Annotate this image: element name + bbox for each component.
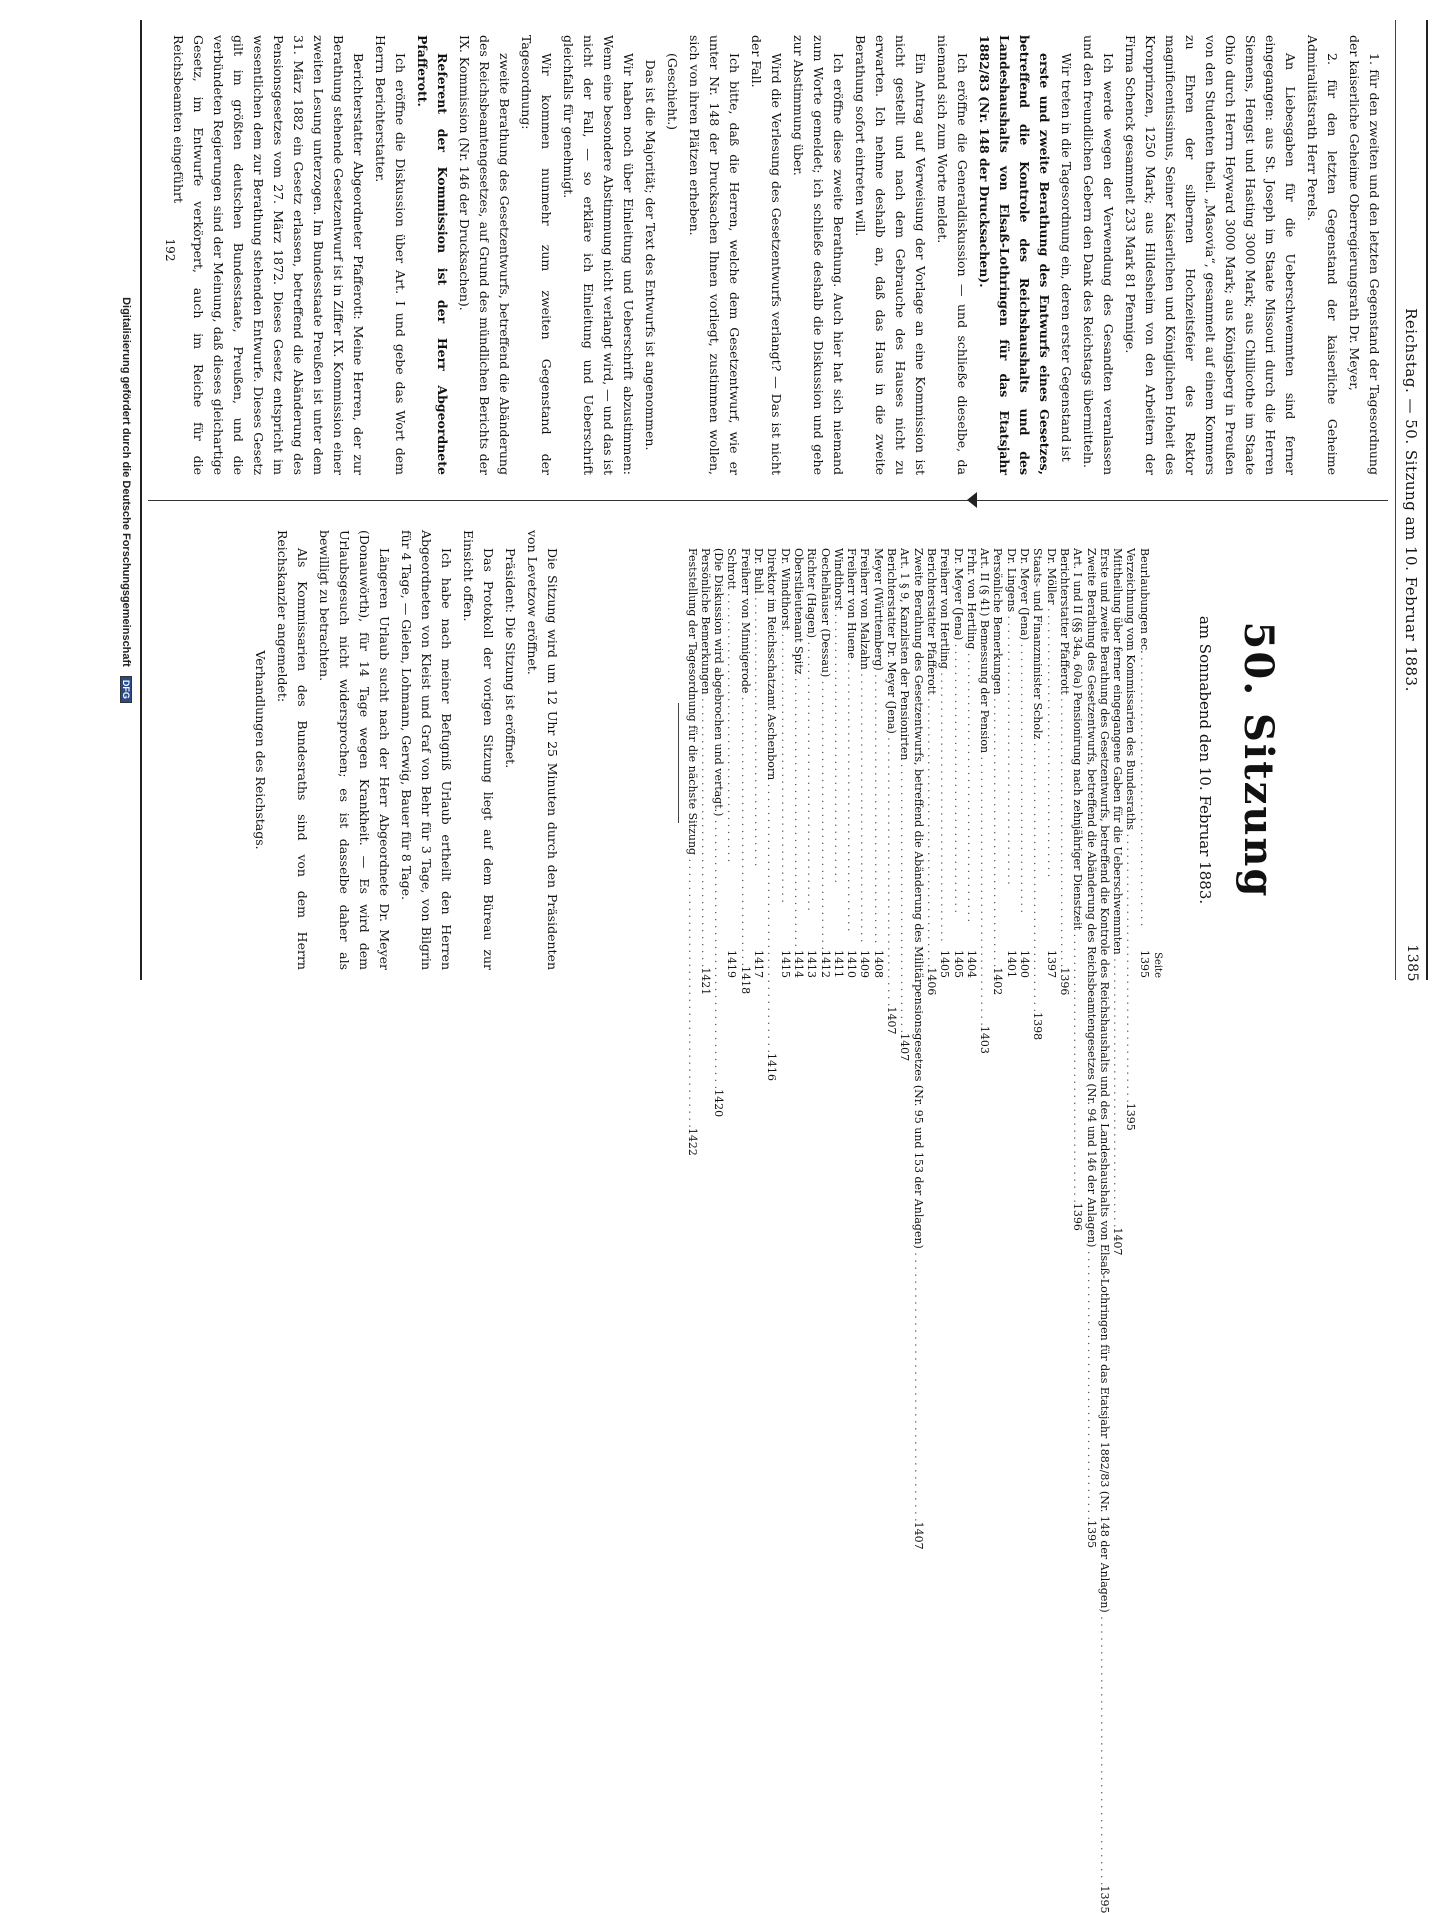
toc-entry (778, 548, 791, 978)
toc-entry-page: 1421 (698, 967, 712, 996)
body-paragraph: 2. für den letzten Gegenstand der kaiserliche Geheime Admiralitätsrath Herr Perels. (1305, 35, 1340, 475)
toc-entry (685, 548, 699, 1156)
toc-entry-text: Oechelhäuser (Dessau) . . . (818, 548, 831, 950)
body-paragraph: (Geschieht.) (665, 53, 680, 131)
toc-entry (871, 548, 884, 978)
body-paragraph: Referent der Kommission ist der Herr Abgeordnete Pfafferott. (415, 35, 450, 475)
toc-entry-page: 1397 (1044, 950, 1058, 978)
digitization-credit (112, 0, 132, 1000)
body-paragraph: erste und zweite Berathung des Entwurfs eines Gesetzes, betreffend die Kontrole des Reichshaushalts und des Landeshaushalts von Elsaß-Lothringen für das Etatsjahr 1882/83 (Nr. 148 der Drucksachen). (977, 35, 1052, 475)
toc-entry (898, 548, 912, 1062)
toc-entry (832, 548, 845, 978)
body-paragraph: Das ist die Majorität; der Text des Entwurfs ist angenommen. (643, 59, 658, 451)
toc-entry-page: 1407 (885, 1006, 899, 1035)
toc-entry-page: 1412 (818, 950, 832, 979)
toc-entry (1071, 548, 1085, 1231)
toc-entry (698, 548, 712, 996)
toc-entry-text: Beurlaubungen ec. . . . (1137, 548, 1150, 926)
toc-entry-text: Freiherr von Huene . . . (845, 548, 858, 931)
toc-entry-text: Art. I und II (§§ 34a, 60a) Pensionirung nach zehnjähriger Dienstzeit . . . (1071, 548, 1084, 1203)
toc-entry (911, 548, 925, 1550)
toc-entry-page: 1409 (858, 950, 872, 978)
toc-entry-page: 1404 (964, 950, 978, 978)
toc-entry-text: Feststellung der Tagesordnung für die nächste Sitzung . . . (685, 548, 698, 1128)
toc-entry (938, 548, 951, 978)
toc-entry (792, 548, 805, 978)
opening-text (248, 530, 562, 970)
toc-entry-text: Zweite Berathung des Gesetzentwurfs, betreffend die Abänderung des Reichsbeamtengesetzes (Nr. 94 und 146 der Anlagen) . . . (1084, 548, 1097, 1520)
session-title: 50. Sitzung (1235, 621, 1282, 899)
toc-entry-page: 1422 (685, 1127, 699, 1156)
body-paragraph: Ich eröffne die Generaldiskussion — und schließe dieselbe, da niemand sich zum Worte meldet. (935, 35, 970, 475)
president-para: Präsident: Die Sitzung ist eröffnet. (503, 548, 518, 769)
body-paragraph: Wir treten in die Tagesordnung ein, deren erster Gegenstand ist (1059, 53, 1074, 462)
toc-entry-text: Windthorst . . . (832, 548, 845, 918)
body-paragraph: Ich bitte, daß die Herren, welche dem Gesetzentwurf, wie er unter Nr. 148 der Drucksachen Ihnen vorliegt, zustimmen wollen, sich von ihren Plätzen erheben. (687, 35, 742, 475)
body-paragraph: Ich eröffne die Diskussion über Art. I und gebe das Wort dem Herrn Berichterstatter. (373, 35, 408, 475)
page-number: 1385 (1404, 944, 1420, 982)
toc-entry-page: 1400 (1018, 950, 1032, 978)
session-date: am Sonnabend den 10. Februar 1883. (1196, 615, 1214, 905)
running-head (1402, 0, 1420, 1000)
toc-entry (978, 548, 992, 1054)
signature-line: Verhandlungen des Reichstags. (253, 650, 268, 850)
toc-entry-page: 1413 (805, 950, 819, 978)
toc-entry (1044, 548, 1057, 978)
toc-entry (924, 548, 938, 996)
toc-entry-page: 1407 (898, 1033, 912, 1062)
toc-rule (678, 703, 679, 823)
toc-entry-text: Berichterstatter Pfafferott . . . (925, 548, 938, 967)
toc-entry-text: Dr. Lingens . . . (1004, 548, 1017, 918)
toc-entry-text: Erste und zweite Berathung des Gesetzentwurfs, betreffend die Kontrole des Reichshaushalts und des Landeshaushalts von Elsaß-Lothringen für das Etatsjahr 1882/83 (Nr. 148 der Anlagen) . . . (1098, 548, 1111, 1885)
toc-entry (712, 548, 726, 1118)
toc-entry-text: Dr. Windthorst . . . (778, 548, 791, 918)
commissioners-para: Als Kommissarien des Bundesraths sind von dem Herrn Reichskanzler angemeldet: (275, 530, 310, 970)
toc-entry-page: 1405 (938, 950, 952, 978)
toc-entry-page: 1395 (1084, 1520, 1098, 1549)
leave-para: Ich habe nach meiner Befugniß Urlaub ertheilt den Herren Abgeordneten von Kleist und Graf von Behr für 3 Tage, von Bilgrin für 4 Tage, — Gielen, Lohmann, Gerwig, Bauer für 8 Tage. (399, 530, 454, 970)
toc-entry-page: 1410 (845, 950, 859, 978)
toc-entry-text: Freiherr von Minnigerode . . . (739, 548, 752, 966)
toc-entry-text: Oberstlieutenant Spitz . . . (792, 548, 805, 947)
toc-entry-page: 1401 (1004, 950, 1018, 978)
body-paragraph: Berichterstatter Abgeordneter Pfafferott: Meine Herren, der zur Berathung stehende Gesetzentwurf ist in Ziffer IX. Kommission einer zweiten Lesung unterzogen. Im Bundesstaate Preußen ist unter dem 31. März 1882 ein Gesetz erlassen, betreffend die Abänderung des Pensionsgesetzes vom 27. März 1872. Dieses Gesetz entspricht im wesentlichen dem zur Berathung stehenden Entwurfe. Dieses Gesetz gilt im größten deutschen Bundesstaate, Preußen, und die verbündeten Regierungen sind der Meinung, daß dieses gleichartige Gesetz, im Entwurfe verkörpert, auch im Reiche für die Reichsbeamten eingeführt (171, 35, 366, 475)
toc-entry-text: Berichterstatter Dr. Meyer (Jena) . . . (885, 548, 898, 1007)
toc-entry (965, 548, 978, 978)
toc-entry (1018, 548, 1031, 978)
toc-entry-page: 1416 (765, 1052, 779, 1081)
page-signature: 192 (163, 238, 177, 262)
toc-entry (738, 548, 752, 995)
toc-entry-page: 1415 (778, 950, 792, 978)
protocol-para: Das Protokoll der vorigen Sitzung liegt auf dem Büreau zur Einsicht offen. (461, 530, 496, 970)
running-title: Reichstag. — 50. Sitzung am 10. Februar 1883. (1402, 308, 1420, 692)
table-of-contents (672, 548, 1164, 1913)
body-paragraph: Wir haben noch über Einleitung und Ueberschrift abzustimmen: Wenn eine besondere Abstimmung nicht verlangt wird, — und das ist nicht der Fall, — so erkläre ich Einleitung und Ueberschrift gleichfalls für genehmigt. (561, 35, 636, 475)
dfg-logo-icon: DFG (120, 676, 132, 703)
toc-entry-text: Mittheilung über ferner eingegangene Gaben für die Ueberschwemmten . . . (1111, 548, 1124, 1228)
toc-entry-text: Art. 1 § 9, Kanzlisten der Pensionirten . . . (898, 548, 911, 1033)
toc-entry (951, 548, 964, 978)
toc-entry-page: 1398 (1031, 1012, 1045, 1041)
toc-entry-page: 1405 (951, 950, 965, 978)
toc-entry-text: Persönliche Bemerkungen . . . (991, 548, 1004, 967)
body-paragraph: Ein Antrag auf Verweisung der Vorlage an eine Kommission ist nicht gestellt und nach dem Gebrauche des Hauses nicht zu erwarten. Ich nehme deshalb an, daß das Haus in die zweite Berathung sofort eintreten will. (853, 35, 928, 475)
toc-entry-text: Richter (Hagen) . . . (805, 548, 818, 918)
column-divider (148, 500, 1388, 501)
toc-entry-text: Dr. Möller . . . (1044, 548, 1057, 918)
toc-entry-text: Berichterstatter Pfafferott . . . (1058, 548, 1071, 967)
toc-entry (858, 548, 871, 978)
toc-entry-page: 1395 (1137, 950, 1151, 978)
opening-para: Die Sitzung wird um 12 Uhr 25 Minuten durch den Präsidenten von Levetzow eröffnet. (525, 530, 560, 970)
toc-entry-page: 1418 (738, 966, 752, 995)
toc-entry-page: 1408 (871, 950, 885, 978)
toc-entry-page: 1395 (1097, 1885, 1111, 1913)
toc-entry-page: 1395 (1124, 1102, 1138, 1131)
header-subrule (1395, 20, 1396, 980)
toc-entry-text: Persönliche Bemerkungen . . . (699, 548, 712, 967)
toc-entry (818, 548, 831, 978)
toc-entry-text: Dr. Buhl . . . (752, 548, 765, 918)
toc-entry-text: Dr. Meyer (Jena) . . . (951, 548, 964, 918)
body-paragraph: Wird die Verlesung des Gesetzentwurfs verlangt? — Das ist nicht der Fall. (749, 35, 784, 475)
toc-entry-page: 1414 (791, 950, 805, 978)
toc-entry (765, 548, 779, 1081)
toc-entry-text: Direktor im Reichsschatzamt Aschenborn . . . (765, 548, 778, 1053)
toc-entry (1004, 548, 1017, 978)
center-arrow-icon (967, 492, 977, 508)
toc-entry (1124, 548, 1138, 1131)
toc-entry-page: 1411 (831, 950, 845, 978)
toc-entry-page: 1403 (978, 1025, 992, 1054)
body-paragraph: Wir kommen nunmehr zum zweiten Gegenstand der Tagesordnung: (519, 35, 554, 475)
toc-entry-page: 1406 (924, 967, 938, 996)
body-paragraph: 1. für den zweiten und den letzten Gegenstand der Tagesordnung der kaiserliche Geheime Oberregierungsrath Dr. Meyer, (1347, 35, 1382, 475)
body-paragraph: Ich werde wegen der Verwendung des Gesandten veranlassen und den freundlichen Gebern den Dank des Reichstags übermitteln. (1081, 35, 1116, 475)
toc-entry-text: Staats- und Finanzminister Scholz . . . (1031, 548, 1044, 1012)
toc-entry (1031, 548, 1045, 1041)
toc-entry-page: 1420 (712, 1089, 726, 1118)
toc-entry-text: Freiherr von Hertling . . . (938, 548, 951, 942)
toc-entry-page: 1419 (725, 950, 739, 978)
body-paragraph: zweite Berathung des Gesetzentwurfs, betreffend die Abänderung des Reichsbeamtengesetzes, auf Grund des mündlichen Berichts der IX. Kommission (Nr. 146 der Drucksachen). (457, 35, 512, 475)
bottom-rule (140, 20, 142, 980)
toc-entry-text: Verzeichnung vom Kommissarien des Bundesraths . . . (1124, 548, 1137, 1103)
toc-entry-page: 1402 (991, 967, 1005, 996)
right-column (166, 35, 1384, 475)
toc-entry (991, 548, 1005, 996)
toc-entry-page: 1396 (1057, 967, 1071, 996)
toc-entry (1111, 548, 1125, 1256)
toc-entry-page: 1407 (1111, 1227, 1125, 1256)
toc-entry-text: Art. II (§ 41) Bemessung der Pension . . . (978, 548, 991, 1026)
toc-entry-text: Schrott . . . (725, 548, 738, 918)
credit-text: Digitalisierung gefördert durch die Deutsche Forschungsgemeinschaft (120, 297, 132, 667)
toc-entry-text: (Die Diskussion wird abgebrochen und vertagt.) . . . (712, 548, 725, 1089)
toc-entry-text: Zweite Berathung des Gesetzentwurfs, betreffend die Abänderung des Militärpensionsgesetzes (Nr. 95 und 153 der Anlagen) . . . (911, 548, 924, 1522)
toc-entry (805, 548, 818, 978)
toc-entry (845, 548, 858, 978)
toc-entry (885, 548, 899, 1035)
header-rule (1426, 20, 1428, 980)
toc-entry (1137, 548, 1150, 978)
toc-entry-text: Frhr. von Hertling . . . (965, 548, 978, 922)
toc-entry-page: 1417 (752, 950, 766, 978)
leave-para-2: Längeren Urlaub sucht nach der Herr Abgeordnete Dr. Meyer (Donauwörth), für 14 Tage wegen Krankheit. — Es wird dem Urlaubsgesuch nicht widersprochen; es ist dasselbe daher als bewilligt zu betrachten. (317, 530, 392, 970)
toc-entry-text: Freiherr von Malzahn . . . (858, 548, 871, 943)
toc-entry-page: 1396 (1071, 1202, 1085, 1231)
toc-entry (725, 548, 738, 978)
toc-entry (1084, 548, 1098, 1549)
body-paragraph: An Liebesgaben für die Ueberschwemmten sind ferner eingegangen: aus St. Joseph im Staate Missouri durch die Herren Siemens, Hengst und Hasting 3000 Mark; aus Chillicothe im Staate Ohio durch Herrn Heyward 3000 Mark; aus Königsberg in Preußen von den Studenten theil. „Masovia“, gesammelt auf einem Kommers zu Ehren der silbernen Hochzeitsfeier des Rektor magnificentissimus, Seiner Kaiserlichen und Königlichen Hoheit des Kronprinzen, 1250 Mark; aus Hildesheim von den Arbeitern der Firma Schenck gesammelt 233 Mark 81 Pfennige. (1123, 35, 1298, 475)
toc-entry-text: Meyer (Württemberg) . . . (871, 548, 884, 943)
toc-entry (752, 548, 765, 978)
toc-entry (1057, 548, 1071, 996)
toc-entry (1097, 548, 1111, 1913)
body-paragraph: Ich eröffne diese zweite Berathung. Auch hier hat sich niemand zum Worte gemeldet; ich schließe deshalb die Diskussion und gehe zur Abstimmung über. (791, 35, 846, 475)
toc-entry-page: 1407 (911, 1521, 925, 1550)
toc-entry-text: Dr. Meyer (Jena) . . . (1018, 548, 1031, 918)
toc-seite-label: Seite (1152, 952, 1163, 978)
